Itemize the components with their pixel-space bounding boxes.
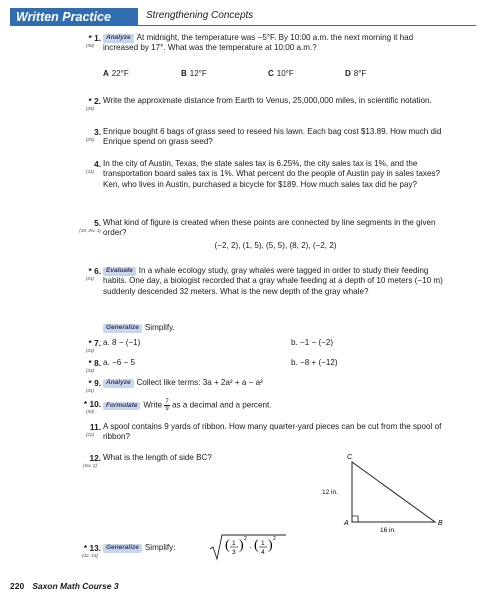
lesson-ref: (25)	[85, 137, 95, 142]
side-ac-label: 12 in.	[322, 489, 338, 496]
radical-expression	[208, 532, 288, 562]
lesson-ref: (31)	[85, 388, 95, 393]
problem-text: At midnight, the temperature was −5°F. By 10:00 a.m. the next morning it had increased by 17°. What was the temperature at 10:00 a.m.?	[103, 33, 414, 53]
multiply-dot: ·	[249, 543, 252, 552]
evaluate-tag: Evaluate	[103, 267, 136, 276]
problem-text: In a whale ecology study, gray whales were tagged in order to study their feeding habits. One day, a biologist recorded that a gray whale feeding at a depth of 10 meters (−10 m) suddenly descended 32 meters. What is the new depth of the gray whale?	[103, 266, 443, 296]
frac2-denominator: 4	[261, 549, 265, 556]
problem-number: * 13.	[83, 543, 101, 553]
problem-3	[85, 127, 448, 148]
vertex-c-label: C	[347, 454, 353, 461]
generalize-tag: Generalize	[103, 324, 142, 333]
part-b: b. −8 + (−12)	[291, 358, 338, 367]
paren-close-1: )	[239, 538, 244, 553]
problem-number: 4.	[94, 159, 101, 169]
part-b: b. −1 − (−2)	[291, 338, 334, 347]
section-title: Written Practice	[10, 8, 138, 26]
problem-6	[85, 266, 448, 297]
problem-number: 12.	[89, 453, 101, 463]
page-footer	[10, 581, 119, 591]
choice-a: A 22°F	[103, 69, 129, 78]
vertex-b-label: B	[438, 520, 443, 527]
problem-text: What is the length of side BC?	[103, 453, 212, 462]
problem-number: * 8.	[88, 358, 101, 368]
page-number: 220	[10, 581, 25, 591]
problem-7	[85, 338, 448, 353]
generalize-tag: Generalize	[103, 544, 142, 553]
header-rule	[138, 25, 476, 26]
paren-open-2: (	[254, 538, 259, 553]
problem-number: * 6.	[88, 266, 101, 276]
problem-5	[79, 218, 448, 251]
problem-1	[85, 33, 448, 78]
lesson-ref: (33)	[85, 348, 95, 353]
choice-b: B 12°F	[181, 69, 207, 78]
problem-text: In the city of Austin, Texas, the state sales tax is 6.25%, the city sales tax is 1%, and the transportation board sales tax is 1%. What percent do the people of Austin pay in sales taxes? Ken, who lives in Austin, purchased a bicycle for $189. How much sales tax did he pay?	[103, 159, 440, 189]
analyze-tag: Analyze	[103, 379, 134, 388]
exponent-1: 2	[244, 536, 247, 542]
lesson-ref: (30)	[85, 409, 95, 414]
problem-text: A spool contains 9 yards of ribbon. How many quarter-yard pieces can be cut from the spool of ribbon?	[103, 422, 442, 442]
problem-text: What kind of figure is created when these points are connected by line segments in the given order?	[103, 218, 436, 238]
problem-text: Simplify:	[144, 543, 176, 552]
problem-text: Collect like terms: 3a + 2a² + a − a²	[136, 378, 263, 387]
problem-number: * 1.	[88, 33, 101, 43]
exponent-2: 2	[273, 536, 276, 542]
generalize-instruction	[103, 323, 448, 333]
right-angle-mark	[352, 516, 358, 522]
problem-number: 5.	[94, 218, 101, 228]
problem-text: Write	[143, 400, 163, 410]
problem-2	[85, 96, 448, 111]
choice-d: D 8°F	[345, 69, 367, 78]
problem-text-end: as a decimal and a percent.	[172, 400, 272, 410]
lesson-ref: (22, 15)	[82, 553, 98, 558]
problem-number: * 2.	[88, 96, 101, 106]
analyze-tag: Analyze	[103, 34, 134, 43]
lesson-ref: (31)	[85, 276, 95, 281]
choice-c: C 10°F	[268, 69, 294, 78]
problem-number: * 10.	[83, 399, 101, 409]
problem-text: Write the approximate distance from Earth to Venus, 25,000,000 miles, in scientific notation.	[103, 96, 432, 105]
triangle-shape	[352, 462, 435, 522]
lesson-ref: (11)	[86, 169, 94, 174]
problem-number: 3.	[94, 127, 101, 137]
problem-9	[85, 378, 448, 393]
lesson-ref: (22)	[85, 432, 95, 437]
frac1-denominator: 3	[232, 549, 236, 556]
problem-10	[83, 399, 448, 414]
problem-number: 11.	[89, 422, 101, 432]
side-ab-label: 16 in.	[380, 527, 396, 534]
part-a: a. −6 − 5	[103, 358, 135, 367]
paren-open-1: (	[225, 538, 230, 553]
paren-close-2: )	[268, 538, 273, 553]
formulate-tag: Formulate	[103, 402, 140, 411]
problem-11	[85, 422, 448, 443]
frac1-numerator: 1	[232, 540, 236, 547]
frac2-numerator: 1	[261, 540, 265, 547]
lesson-ref: (Inv. 2)	[83, 463, 97, 468]
lesson-ref: (19, Inv. 1)	[79, 228, 101, 233]
problem-number: * 7.	[88, 338, 101, 348]
instruction-text: Simplify.	[144, 323, 175, 332]
lesson-ref: (30)	[85, 43, 95, 48]
section-subtitle: Strengthening Concepts	[146, 10, 254, 21]
lesson-ref: (26)	[85, 106, 95, 111]
book-title: Saxon Math Course 3	[32, 581, 119, 591]
problem-4	[86, 159, 448, 190]
lesson-ref: (33)	[85, 368, 95, 373]
problem-8	[85, 358, 448, 373]
problem-number: * 9.	[88, 378, 101, 388]
vertex-a-label: A	[344, 520, 349, 527]
right-triangle-figure	[310, 450, 470, 540]
point-list: (−2, 2), (1, 5), (5, 5), (8, 2), (−2, 2)	[214, 240, 337, 250]
problem-text: Enrique bought 6 bags of grass seed to reseed his lawn. Each bag cost $13.89. How much did Enrique spend on grass seed?	[103, 127, 442, 147]
fraction-seven-ninths: $\frac{7}{9}$	[165, 399, 169, 412]
part-a: a. 8 − (−1)	[103, 338, 141, 347]
